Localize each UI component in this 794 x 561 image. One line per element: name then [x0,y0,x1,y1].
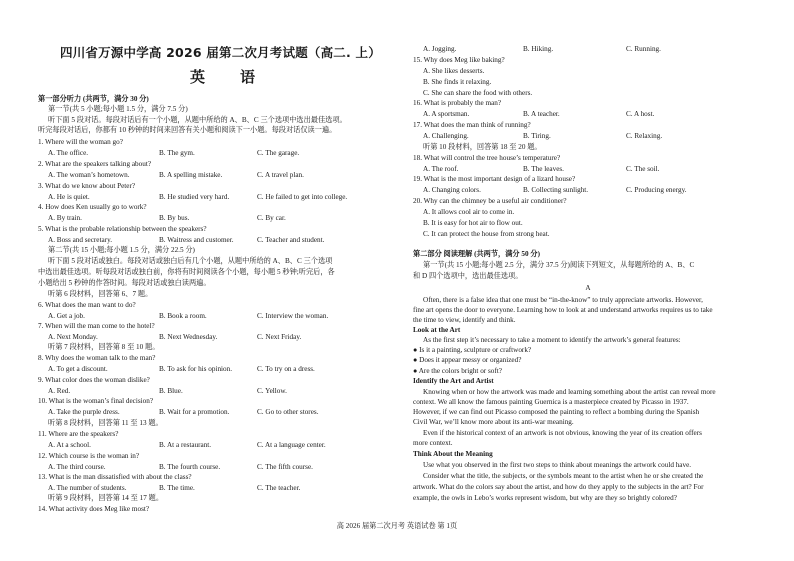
section2-instruction: 中选出最佳选项。听每段对话或独白前，你将有时间阅读各个小题，每小题 5 秒钟;听完后，各 [38,268,335,276]
passage-text: context. We all know the famous painting Guernica is a masterpiece created by Picasso in 1937. [413,398,689,406]
passage-label: A [585,284,591,292]
option-a: A. By train. [48,214,82,222]
section1-instruction: 听下面 5 段对话。每段对话后有一个小题，从题中所给的 A、B、C 三个选项中选出最佳选项。 [48,116,347,124]
option-b: B. Collecting sunlight. [523,186,589,194]
section2-instruction: 听下面 5 段对话或独白。每段对话或独白后有几个小题，从题中所给的 A、B、C 三个选项 [48,257,333,265]
bullet-item: ● Are the colors bright or soft? [413,367,502,375]
option-a: A. The woman’s hometown. [48,171,130,179]
question-12: 12. Which course is the woman in? [38,452,140,460]
question-15: 15. Why does Meg like baking? [413,56,505,64]
option-a: A. Changing colors. [423,186,481,194]
option-a: A. Take the purple dress. [48,408,120,416]
bullet-item: ● Does it appear messy or organized? [413,356,522,364]
option-a: A. She likes desserts. [423,67,485,75]
option-a: A. It allows cool air to come in. [423,208,515,216]
passage-text: example, the owls in Lebo’s works represent wisdom, but why are they so brightly colored? [413,494,677,502]
passage-text: However, if we can find out Picasso composed the painting to reflect a bombing during the Spanish [413,408,700,416]
option-c: C. A travel plan. [257,171,304,179]
passage-text: Use what you observed in the first two steps to think about meanings the artwork could have. [423,461,692,469]
option-c: C. At a language center. [257,441,326,449]
question-5: 5. What is the probable relationship between the speakers? [38,225,207,233]
option-a: A. Challenging. [423,132,469,140]
option-a: A. He is quiet. [48,193,90,201]
option-b: B. A teacher. [523,110,560,118]
passage-text: more context. [413,439,453,447]
option-b: B. Hiking. [523,45,554,53]
question-3: 3. What do we know about Peter? [38,182,136,190]
passage-text: Even if the historical context of an artwork is not obvious, knowing the year of its creation offers [423,429,702,437]
option-b: B. She finds it relaxing. [423,78,492,86]
question-10: 10. What is the woman’s final decision? [38,397,154,405]
option-c: C. A host. [626,110,655,118]
option-c: C. To try on a dress. [257,365,315,373]
option-c: C. It can protect the house from strong heat. [423,230,550,238]
listening-note: 听第 7 段材料，回答第 8 至 10 题。 [48,343,160,351]
option-a: A. Boss and secretary. [48,236,113,244]
question-2: 2. What are the speakers talking about? [38,160,152,168]
section1-instruction: 听完每段对话后，你都有 10 秒钟的时间来回答有关小题和阅读下一小题。每段对话仅读一遍。 [38,126,337,134]
question-11: 11. Where are the speakers? [38,430,119,438]
option-a: A. Jogging. [423,45,457,53]
section2-intro: 第二节(共 15 小题;每小题 1.5 分，满分 22.5 分) [48,246,195,254]
option-a: A. The roof. [423,165,459,173]
passage-text: artwork. What do the colors say about the artist, and how do they apply to the subjects in the art? For [413,483,704,491]
question-14: 14. What activity does Meg like most? [38,505,150,513]
section2-instruction: 小题给出 5 秒钟的作答时间。每段对话或独白读两遍。 [38,279,211,287]
option-b: B. He studied very hard. [159,193,230,201]
passage-text: As the first step it’s necessary to take a moment to identify the artwork’s general features: [423,336,681,344]
option-c: C. He failed to get into college. [257,193,348,201]
option-b: B. The time. [159,484,195,492]
part1-heading: 第一部分听力 (共两节，满分 30 分) [38,95,149,103]
passage-text: fine art opens the door to everyone. Learning how to look at and understand artworks requires us to take [413,306,713,314]
option-b: B. A spelling mistake. [159,171,223,179]
subject-title: 英 语 [190,68,266,86]
listening-note: 听第 6 段材料，回答第 6、7 题。 [48,290,153,298]
passage-text: Knowing when or how the artwork was made and learning something about the artist can reveal more [423,388,716,396]
question-16: 16. What is probably the man? [413,99,502,107]
listening-note: 听第 10 段材料，回答第 18 至 20 题。 [423,143,542,151]
question-7: 7. When will the man come to the hotel? [38,322,155,330]
part2-instruction: 第一节(共 15 小题;每小题 2.5 分，满分 37.5 分)阅读下列短文，从每题所给的 A、B、C [423,261,695,269]
option-a: A. The number of students. [48,484,127,492]
option-c: C. The teacher. [257,484,301,492]
option-c: C. Go to other stores. [257,408,319,416]
option-b: B. It is easy for hot air to flow out. [423,219,523,227]
question-19: 19. What is the most important design of a lizard house? [413,175,576,183]
option-a: A. Get a job. [48,312,85,320]
option-a: A. To get a discount. [48,365,108,373]
option-c: C. Teacher and student. [257,236,325,244]
option-b: B. Book a room. [159,312,207,320]
page-footer: 高 2026 届第二次月考 英语试卷 第 1页 [336,522,458,530]
option-c: C. Interview the woman. [257,312,329,320]
option-b: B. The fourth course. [159,463,221,471]
option-b: B. Waitress and customer. [159,236,234,244]
option-c: C. The soil. [626,165,660,173]
option-c: C. Relaxing. [626,132,663,140]
question-17: 17. What does the man think of running? [413,121,531,129]
option-b: B. Next Wednesday. [159,333,218,341]
passage-text: Often, there is a false idea that one must be “in-the-know” to truly appreciate artworks. However, [423,296,703,304]
option-a: A. The third course. [48,463,106,471]
part2-instruction: 和 D 四个选项中，选出最佳选项。 [413,272,523,280]
option-c: C. The fifth course. [257,463,313,471]
question-1: 1. Where will the woman go? [38,138,123,146]
question-9: 9. What color does the woman dislike? [38,376,150,384]
option-b: B. The leaves. [523,165,564,173]
passage-text: Civil War, we’ll know more about its anti-war meaning. [413,418,574,426]
section1-intro: 第一节(共 5 小题;每小题 1.5 分，满分 7.5 分) [48,105,188,113]
passage-subheading: Look at the Art [413,326,461,334]
option-a: A. A sportsman. [423,110,470,118]
option-a: A. At a school. [48,441,91,449]
part2-heading: 第二部分 阅读理解 (共两节，满分 50 分) [413,250,540,258]
option-c: C. The garage. [257,149,300,157]
option-b: B. Tiring. [523,132,551,140]
option-b: B. To ask for his opinion. [159,365,233,373]
listening-note: 听第 8 段材料，回答第 11 至 13 题。 [48,419,163,427]
exam-title: 四川省万源中学高 2026 届第二次月考试题（高二. 上） [60,45,381,60]
option-c: C. She can share the food with others. [423,89,533,97]
option-b: B. At a restaurant. [159,441,212,449]
question-13: 13. What is the man dissatisfied with about the class? [38,473,192,481]
option-b: B. The gym. [159,149,195,157]
option-a: A. Red. [48,387,71,395]
question-4: 4. How does Ken usually go to work? [38,203,147,211]
question-20: 20. Why can the chimney be a useful air conditioner? [413,197,567,205]
option-c: C. Next Friday. [257,333,302,341]
option-c: C. Producing energy. [626,186,687,194]
option-c: C. Running. [626,45,661,53]
option-c: C. By car. [257,214,286,222]
question-18: 18. What will control the tree house’s temperature? [413,154,561,162]
passage-subheading: Identify the Art and Artist [413,377,494,385]
question-6: 6. What does the man want to do? [38,301,136,309]
option-b: B. Wait for a promotion. [159,408,230,416]
option-b: B. Blue. [159,387,183,395]
question-8: 8. Why does the woman talk to the man? [38,354,156,362]
passage-subheading: Think About the Meaning [413,450,493,458]
option-a: A. The office. [48,149,89,157]
option-a: A. Next Monday. [48,333,98,341]
passage-text: Consider what the title, the subjects, or the symbols meant to the artist when he or she created the [423,472,704,480]
passage-text: the time to view, identify and think. [413,316,516,324]
bullet-item: ● Is it a painting, sculpture or craftwork? [413,346,532,354]
option-c: C. Yellow. [257,387,287,395]
option-b: B. By bus. [159,214,190,222]
listening-note: 听第 9 段材料，回答第 14 至 17 题。 [48,494,164,502]
